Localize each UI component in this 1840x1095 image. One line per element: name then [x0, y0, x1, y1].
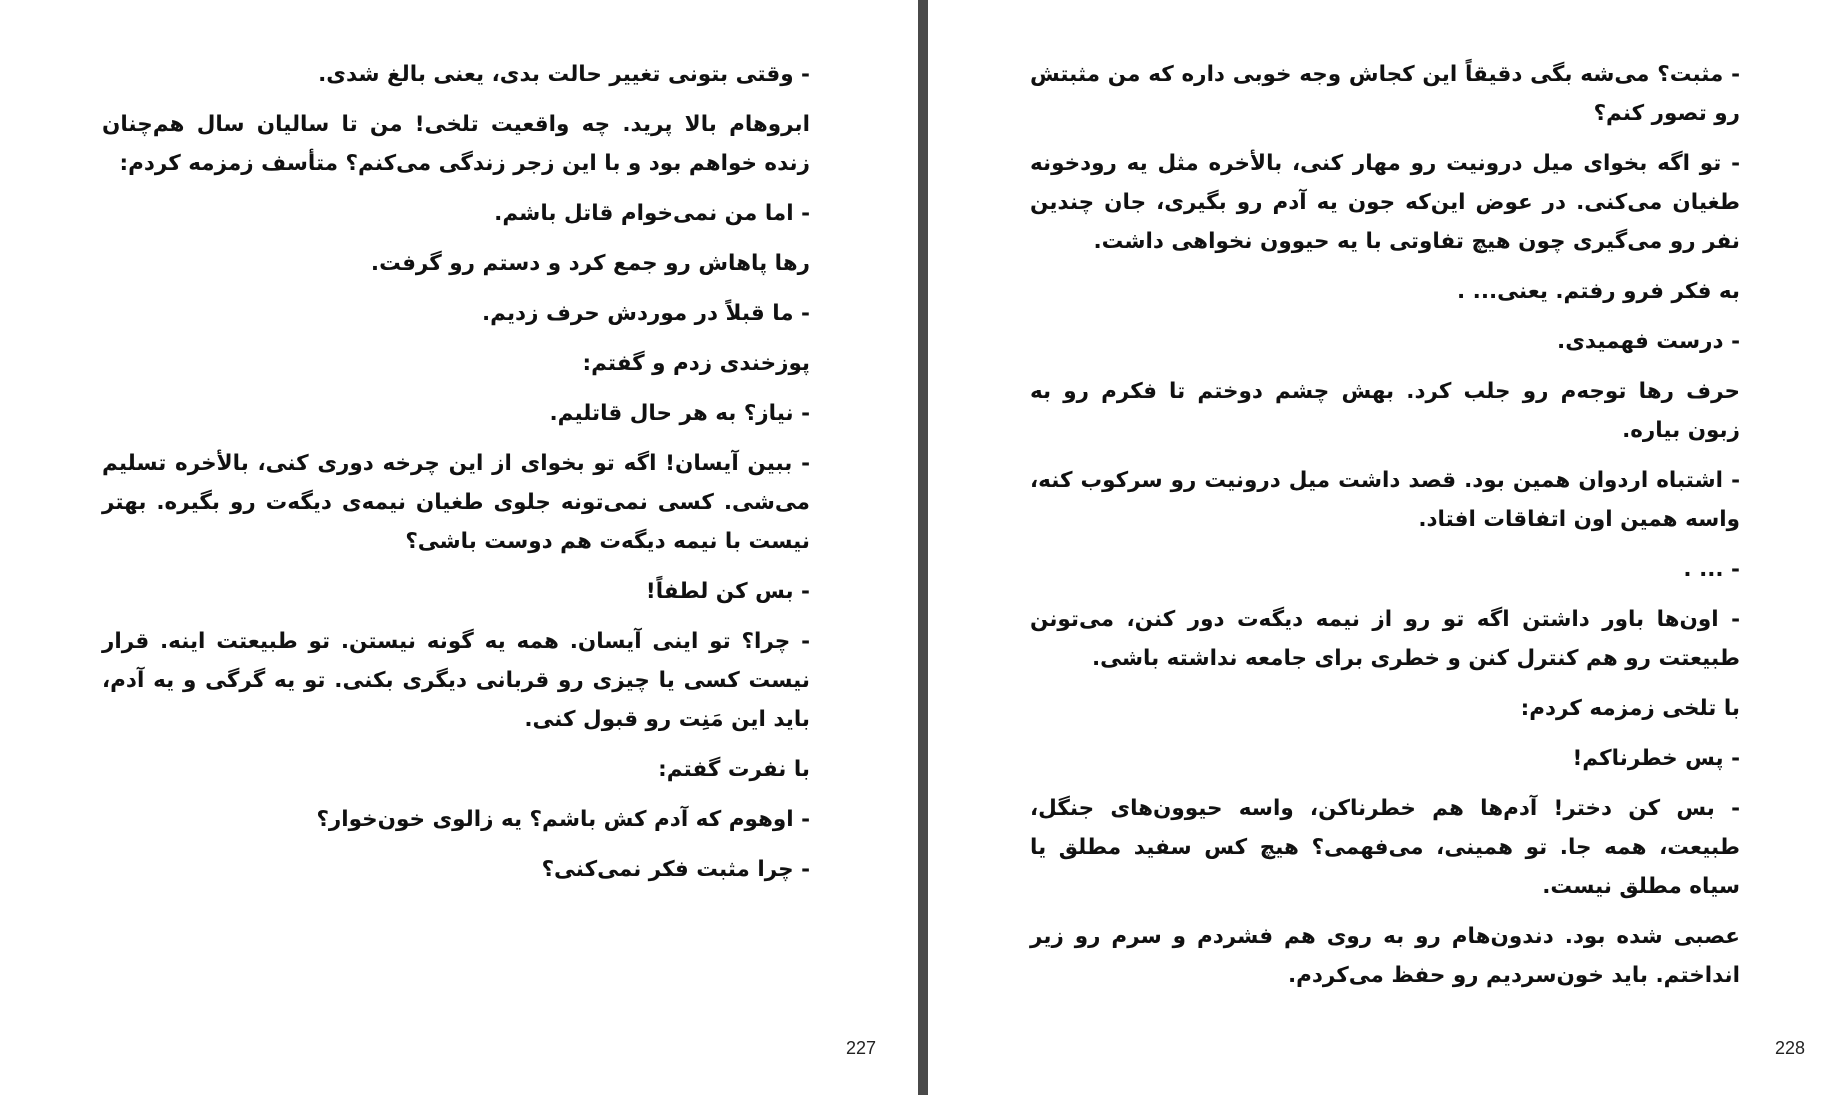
paragraph: - مثبت؟ می‌شه بگی دقیقاً این کجاش وجه خوبی داره که من مثبتش رو تصور کنم؟: [1030, 62, 1740, 126]
paragraph: - چرا مثبت فکر نمی‌کنی؟: [541, 857, 810, 882]
paragraph: - بس کن لطفاً!: [645, 579, 810, 604]
paragraph: - وقتی بتونی تغییر حالت بدی، یعنی بالغ شدی.: [318, 62, 810, 87]
paragraph: حرف رها توجه‌م رو جلب کرد. بهش چشم دوختم تا فکرم رو به زبون بیاره.: [1030, 379, 1740, 443]
paragraph: - ما قبلاً در موردش حرف زدیم.: [481, 301, 810, 326]
left-page: [0, 0, 918, 1095]
paragraph: با تلخی زمزمه کردم:: [1520, 696, 1740, 721]
paragraph: عصبی شده بود. دندون‌هام رو به روی هم فشردم و سرم رو زیر انداختم. باید خون‌سردیم رو حفظ می‌کردم.: [1030, 924, 1740, 988]
right-page-text: [1030, 55, 1740, 1006]
paragraph: - پس خطرناکم!: [1572, 746, 1740, 771]
paragraph: - اون‌ها باور داشتن اگه تو رو از نیمه دیگه‌ت دور کنن، می‌تونن طبیعتت رو هم کنترل کنن و خطری برای جامعه نداشته باشی.: [1030, 607, 1740, 671]
paragraph: - اما من نمی‌خوام قاتل باشم.: [494, 201, 810, 226]
paragraph: - درست فهمیدی.: [1557, 329, 1740, 354]
paragraph: - چرا؟ تو اینی آیسان. همه یه گونه نیستن. تو طبیعتت اینه. قرار نیست کسی یا چیزی رو قربانی دیگری بکنی. تو یه گرگی و یه آدم، باید این مَنِت رو قبول کنی.: [102, 629, 810, 732]
paragraph: رها پاهاش رو جمع کرد و دستم رو گرفت.: [370, 251, 810, 276]
right-page: [928, 0, 1840, 1095]
paragraph: با نفرت گفتم:: [658, 757, 810, 782]
paragraph: - نیاز؟ به هر حال قاتلیم.: [549, 401, 810, 426]
paragraph: ابروهام بالا پرید. چه واقعیت تلخی! من تا سالیان سال هم‌چنان زنده خواهم بود و با این زجر زندگی می‌کنم؟ متأسف زمزمه کردم:: [102, 112, 810, 176]
paragraph: - اشتباه اردوان همین بود. قصد داشت میل درونیت رو سرکوب کنه، واسه همین اون اتفاقات افتاد.: [1030, 468, 1740, 532]
paragraph: به فکر فرو رفتم. یعنی... .: [1457, 279, 1740, 304]
paragraph: - ... .: [1683, 557, 1740, 582]
left-page-text: [102, 55, 810, 900]
paragraph: پوزخندی زدم و گفتم:: [582, 351, 810, 376]
paragraph: - تو اگه بخوای میل درونیت رو مهار کنی، بالأخره مثل یه رودخونه طغیان می‌کنی. در عوض این‌که جون یه آدم رو بگیری، جان چندین نفر رو می‌گیری چون هیچ تفاوتی با یه حیوون نخواهی داشت.: [1030, 151, 1740, 254]
paragraph: - اوهوم که آدم کش باشم؟ یه زالوی خون‌خوار؟: [316, 807, 810, 832]
paragraph: - بس کن دختر! آدم‌ها هم خطرناکن، واسه حیوون‌های جنگل، طبیعت، همه جا. تو همینی، می‌فهمی؟ هیچ کس سفید مطلق یا سیاه مطلق نیست.: [1030, 796, 1740, 899]
page-number: 227: [846, 1038, 877, 1058]
page-number: 228: [1775, 1038, 1806, 1058]
page-gutter-divider: [918, 0, 928, 1095]
paragraph: - ببین آیسان! اگه تو بخوای از این چرخه دوری کنی، بالأخره تسلیم می‌شی. کسی نمی‌تونه جلوی طغیان نیمه‌ی دیگه‌ت رو بگیره. بهتر نیست با نیمه دیگه‌ت هم دوست باشی؟: [102, 451, 810, 554]
